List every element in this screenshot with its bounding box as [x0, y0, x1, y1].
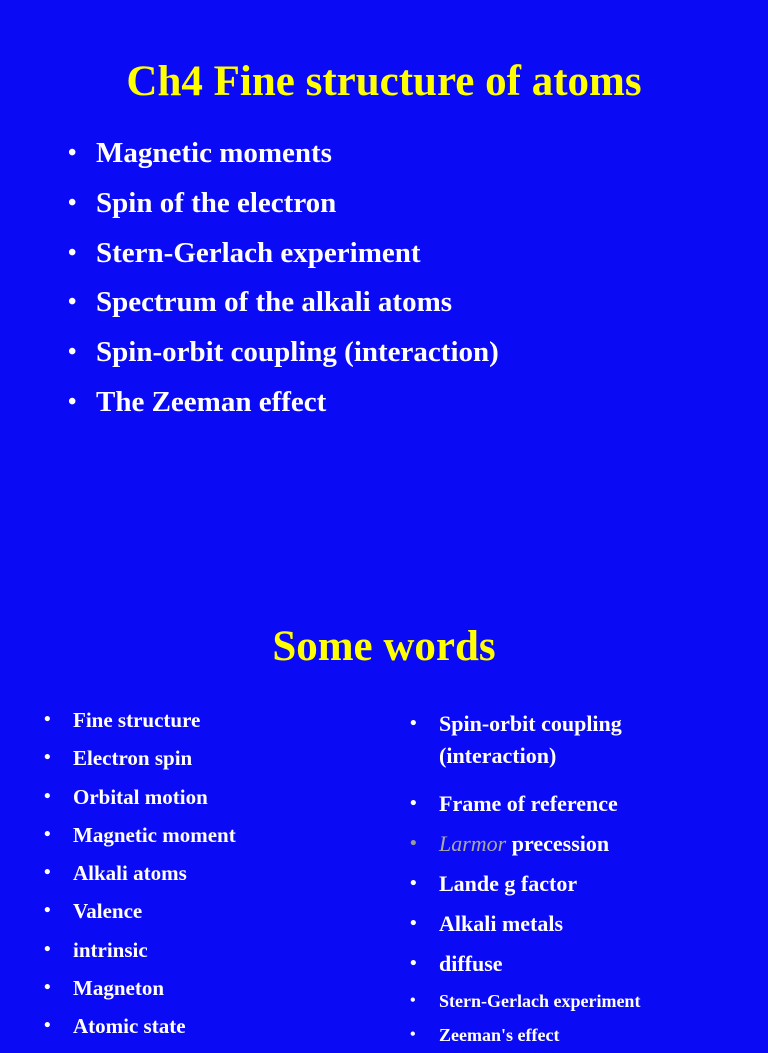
- list-item: [410, 708, 699, 788]
- topic-text: Spectrum of the alkali atoms: [96, 286, 453, 319]
- list-item: [410, 985, 699, 1019]
- bullet-icon: •: [68, 388, 77, 415]
- list-item: [44, 781, 236, 819]
- list-item: [44, 857, 236, 895]
- vocab-word: Alkali metals: [439, 911, 564, 936]
- bullet-icon: •: [44, 900, 51, 922]
- vocab-word-italic: Larmor: [439, 831, 507, 856]
- list-item: [410, 908, 699, 948]
- bullet-icon: •: [44, 862, 51, 884]
- list-item: [44, 972, 236, 1010]
- bullet-icon: •: [410, 713, 417, 734]
- bullet-icon: •: [410, 873, 417, 894]
- list-item: [410, 828, 699, 868]
- list-item: [410, 788, 699, 828]
- topic-text: The Zeeman effect: [96, 385, 327, 418]
- vocab-word: Fine structure: [73, 708, 201, 732]
- vocab-word: Lande g factor: [439, 871, 578, 896]
- vocab-word: Zeeman's effect: [439, 1025, 560, 1045]
- bullet-icon: •: [44, 823, 51, 845]
- slide-title: Ch4 Fine structure of atoms: [126, 58, 642, 105]
- bullet-icon: •: [410, 953, 417, 974]
- vocab-word: Magneton: [73, 976, 164, 1001]
- vocab-word: Valence: [73, 899, 143, 924]
- vocab-word: Orbital motion: [73, 784, 208, 809]
- bullet-icon: •: [410, 833, 417, 854]
- vocab-word: intrinsic: [73, 937, 148, 962]
- list-item: [68, 185, 499, 235]
- bullet-icon: •: [44, 938, 51, 960]
- list-item: [68, 135, 499, 185]
- list-item: [44, 819, 236, 857]
- vocab-list-right: [410, 708, 699, 1053]
- list-item: [410, 868, 699, 908]
- list-item: [44, 1010, 236, 1048]
- list-item: [44, 742, 236, 780]
- topic-list: [68, 135, 499, 434]
- bullet-icon: •: [44, 977, 51, 999]
- topic-text: Magnetic moments: [96, 137, 332, 169]
- bullet-icon: •: [410, 992, 416, 1009]
- list-item: [44, 934, 236, 972]
- topic-text: Stern-Gerlach experiment: [96, 236, 421, 269]
- vocab-word: Atomic state: [73, 1014, 186, 1039]
- bullet-icon: •: [410, 913, 417, 934]
- bullet-icon: •: [68, 289, 77, 316]
- list-item: [68, 284, 499, 334]
- bullet-icon: •: [44, 709, 51, 730]
- list-item: [410, 948, 699, 985]
- vocab-word: diffuse: [439, 951, 503, 976]
- bullet-icon: •: [68, 239, 77, 266]
- vocab-word: Frame of reference: [439, 791, 618, 816]
- bullet-icon: •: [68, 140, 77, 166]
- vocab-word: Alkali atoms: [73, 861, 187, 886]
- vocab-word: Magnetic moment: [73, 822, 236, 847]
- list-item: [410, 1019, 699, 1053]
- vocab-word: Spin-orbit coupling: [439, 711, 622, 736]
- slide-fine-structure: [0, 0, 768, 512]
- bullet-icon: •: [68, 339, 77, 366]
- bullet-icon: •: [68, 189, 77, 216]
- bullet-icon: •: [44, 1015, 51, 1037]
- vocab-list-left: [44, 704, 236, 1049]
- vocab-word-continued: (interaction): [439, 743, 557, 768]
- bullet-icon: •: [410, 1026, 416, 1043]
- bullet-icon: •: [410, 793, 417, 814]
- bullet-icon: •: [44, 747, 51, 769]
- bullet-icon: •: [44, 785, 51, 807]
- list-item: [44, 895, 236, 933]
- list-item: [68, 334, 499, 384]
- topic-text: Spin of the electron: [96, 186, 337, 219]
- vocab-word: Electron spin: [73, 746, 193, 771]
- topic-text: Spin-orbit coupling (interaction): [96, 336, 499, 369]
- vocab-word: precession: [506, 831, 610, 856]
- vocab-word: Stern-Gerlach experiment: [439, 991, 641, 1011]
- slide-title: Some words: [272, 623, 496, 670]
- list-item: [68, 384, 499, 434]
- slide-some-words: [0, 512, 768, 1045]
- list-item: [44, 704, 236, 742]
- list-item: [68, 235, 499, 285]
